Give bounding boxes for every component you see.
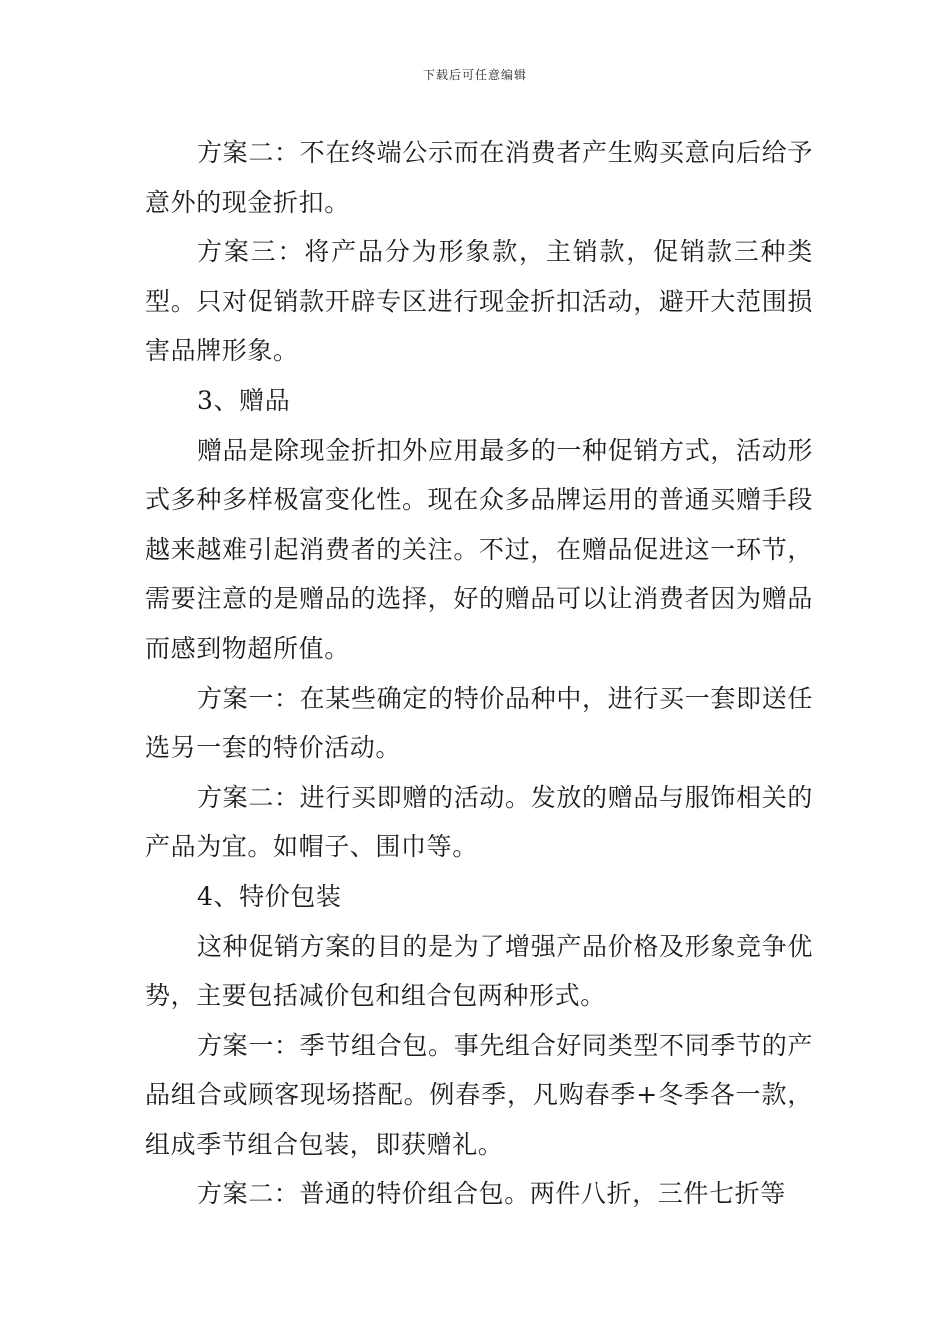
paragraph-plan-3-cash: 方案三：将产品分为形象款，主销款，促销款三种类型。只对促销款开辟专区进行现金折扣活动，避开大范围损害品牌形象。 (145, 237, 813, 366)
paragraph-plan-2-packaging: 方案二：普通的特价组合包。两件八折，三件七折等 (197, 1179, 786, 1209)
paragraph-packaging-intro: 这种促销方案的目的是为了增强产品价格及形象竞争优势，主要包括减价包和组合包两种形式。 (145, 931, 813, 1011)
paragraph-gifts-intro: 赠品是除现金折扣外应用最多的一种促销方式，活动形式多种多样极富变化性。现在众多品牌运用的普通买赠手段越来越难引起消费者的关注。不过，在赠品促进这一环节，需要注意的是赠品的选择，好的赠品可以让消费者因为赠品而感到物超所值。 (145, 435, 813, 663)
paragraph-plan-1-packaging: 方案一：季节组合包。事先组合好同类型不同季节的产品组合或顾客现场搭配。例春季，凡购春季+冬季各一款，组成季节组合包装，即获赠礼。 (145, 1030, 813, 1159)
paragraph-plan-2-cash: 方案二：不在终端公示而在消费者产生购买意向后给予意外的现金折扣。 (145, 138, 813, 217)
paragraph-plan-1-gifts: 方案一：在某些确定的特价品种中，进行买一套即送任选另一套的特价活动。 (145, 683, 813, 763)
document-body (145, 128, 813, 1219)
section-heading-special-packaging: 4、特价包装 (197, 881, 342, 911)
page-header: 下载后可任意编辑 (422, 68, 527, 82)
paragraph-plan-2-gifts: 方案二：进行买即赠的活动。发放的赠品与服饰相关的产品为宜。如帽子、围巾等。 (145, 782, 813, 862)
section-heading-gifts: 3、赠品 (197, 385, 291, 415)
